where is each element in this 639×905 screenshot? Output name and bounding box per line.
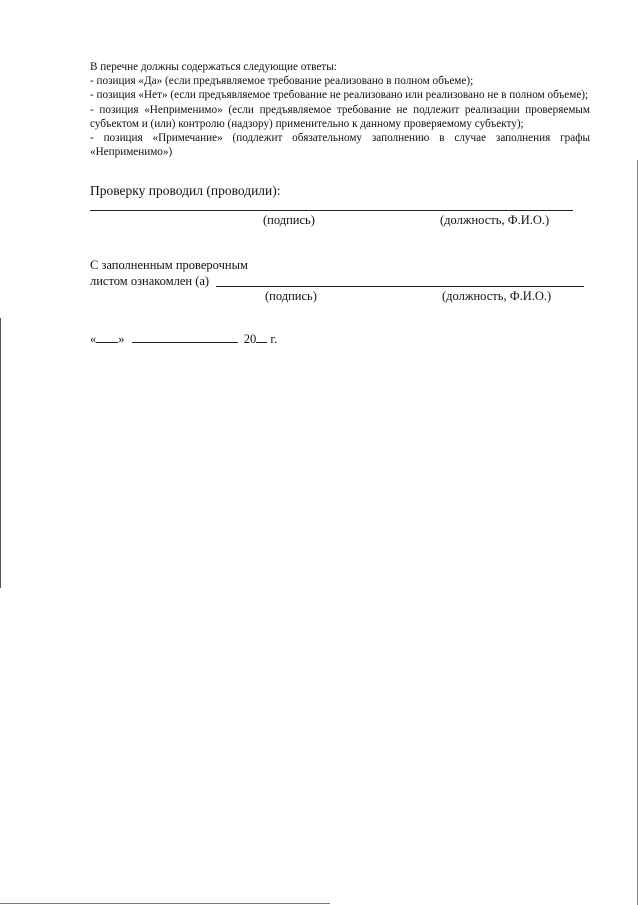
answer-options-text bbox=[90, 60, 590, 159]
acknowledgement-position-caption: (должность, Ф.И.О.) bbox=[442, 289, 552, 303]
inspector-signature-line[interactable] bbox=[90, 210, 573, 211]
acknowledgement-line-1: С заполненным проверочным bbox=[90, 258, 248, 272]
acknowledgement-text bbox=[90, 258, 248, 289]
year-blank[interactable] bbox=[256, 331, 267, 343]
option-yes: - позиция «Да» (если предъявляемое требование реализовано в полном объеме); bbox=[90, 75, 474, 88]
scan-edge-mark-right bbox=[637, 160, 638, 905]
date-close-quote: » bbox=[118, 332, 125, 346]
option-note: - позиция «Примечание» (подлежит обязательному заполнению в случае заполнения графы «Неприменимо») bbox=[90, 132, 590, 159]
option-no: - позиция «Нет» (если предъявляемое требование не реализовано или реализовано не в полном объеме); bbox=[90, 89, 589, 102]
acknowledgement-line-2: листом ознакомлен (а) bbox=[90, 273, 210, 288]
scan-edge-mark-left bbox=[0, 318, 1, 588]
option-not-applicable: - позиция «Неприменимо» (если предъявляемое требование не подлежит реализации проверяемым субъектом и (или) контролю (надзору) применительно к данному проверяемому субъекту); bbox=[90, 103, 590, 130]
scan-edge-mark-bottom bbox=[0, 903, 330, 904]
month-blank[interactable] bbox=[132, 331, 238, 343]
day-blank[interactable] bbox=[96, 331, 118, 343]
year-prefix: 20 bbox=[243, 332, 257, 346]
inspector-heading: Проверку проводил (проводили): bbox=[90, 183, 281, 198]
inspector-position-caption: (должность, Ф.И.О.) bbox=[440, 213, 550, 227]
year-suffix: г. bbox=[270, 332, 278, 346]
acknowledgement-signature-line[interactable] bbox=[216, 286, 584, 287]
date-open-quote: « bbox=[90, 332, 97, 346]
date-row bbox=[90, 331, 277, 347]
inspector-signature-caption: (подпись) bbox=[263, 213, 315, 227]
acknowledgement-signature-caption: (подпись) bbox=[265, 289, 317, 303]
intro-line: В перечне должны содержаться следующие ответы: bbox=[90, 61, 337, 73]
